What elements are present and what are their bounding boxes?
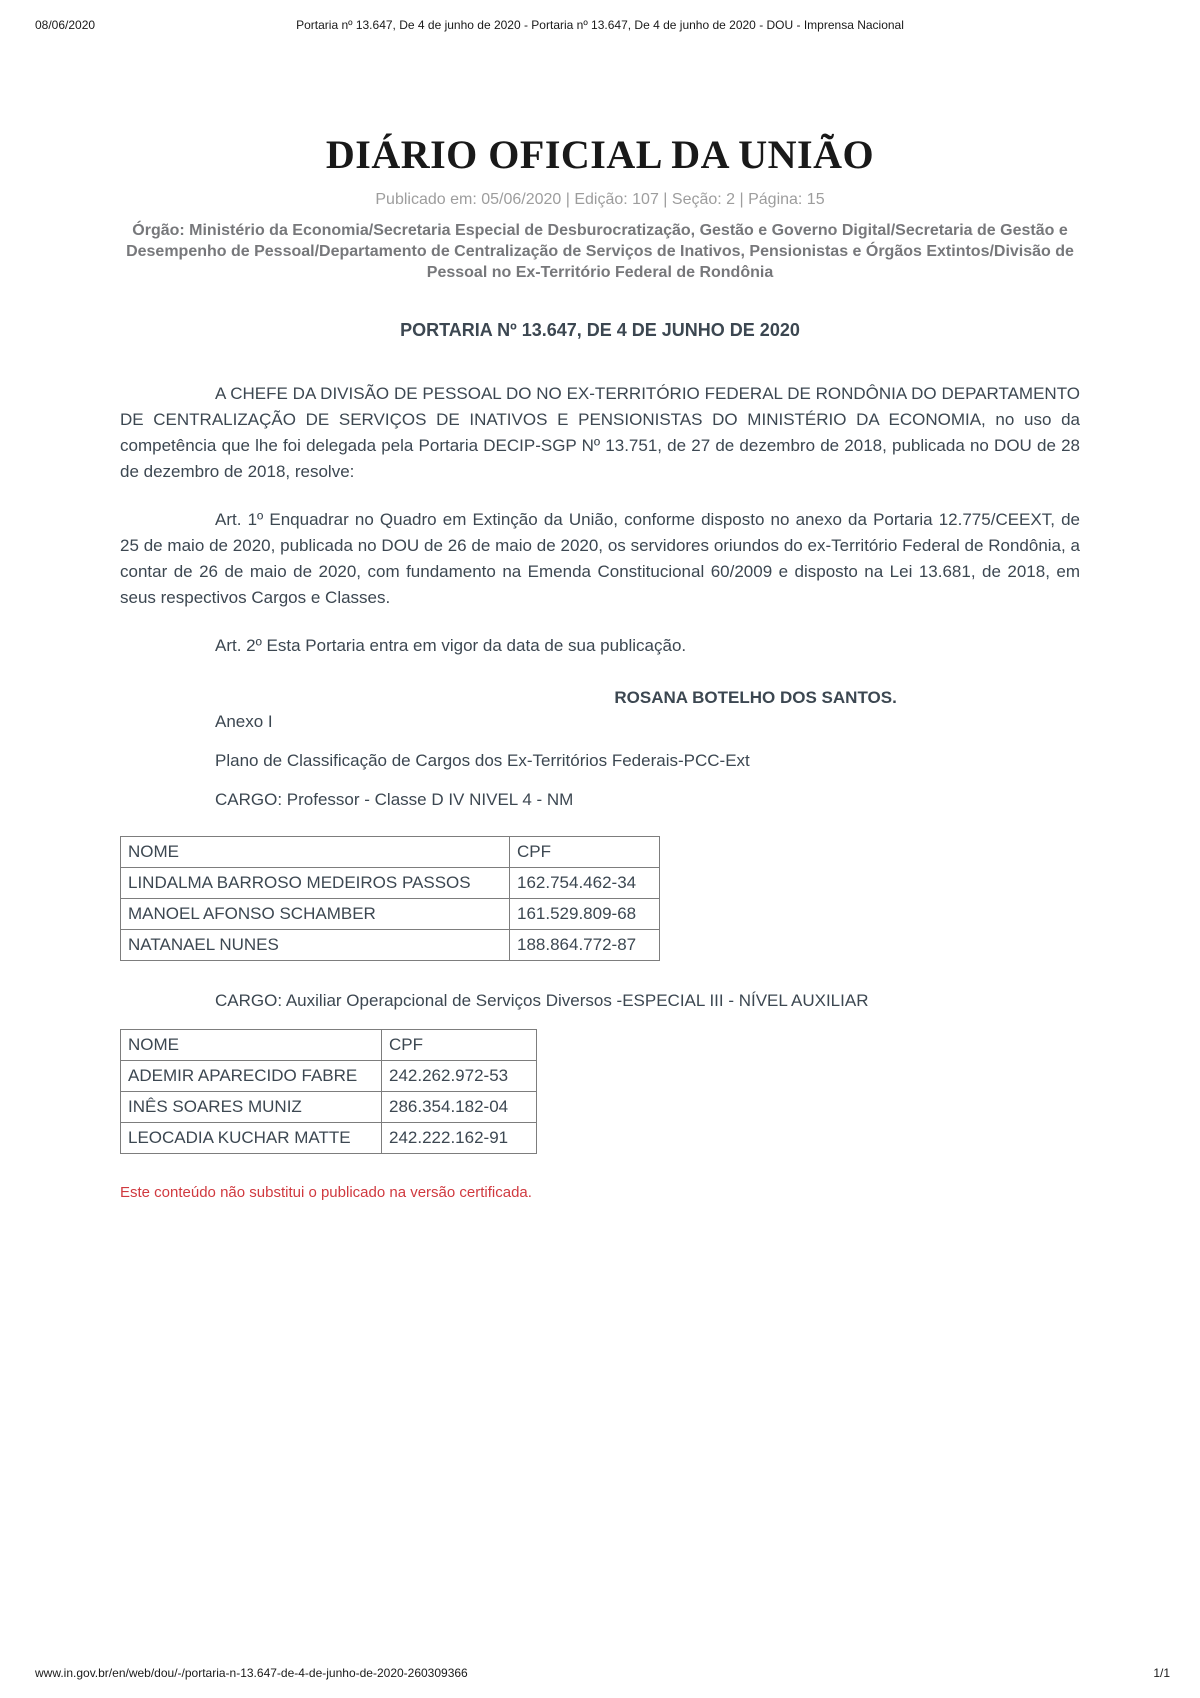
table-row — [121, 1123, 537, 1154]
published-line: Publicado em: 05/06/2020 | Edição: 107 | Seção: 2 | Página: 15 — [375, 191, 825, 208]
plan-title: Plano de Classificação de Cargos dos Ex-Territórios Federais-PCC-Ext — [215, 751, 750, 770]
table-header-row — [121, 1030, 537, 1061]
table-row — [121, 1061, 537, 1092]
print-date: 08/06/2020 — [35, 18, 96, 32]
table-header-row — [121, 837, 660, 868]
print-footer-page-number: 1/1 — [1153, 1666, 1170, 1680]
table-cell: MANOEL AFONSO SCHAMBER — [121, 899, 510, 930]
cargo-title-auxiliar: CARGO: Auxiliar Operapcional de Serviços Diversos -ESPECIAL III - NÍVEL AUXILIAR — [215, 991, 869, 1010]
table-header-cell: CPF — [510, 837, 660, 868]
table-row — [121, 899, 660, 930]
table-cell: 162.754.462-34 — [510, 868, 660, 899]
table-cell: INÊS SOARES MUNIZ — [121, 1092, 382, 1123]
cargo-title-professor: CARGO: Professor - Classe D IV NIVEL 4 - NM — [215, 790, 574, 809]
portaria-heading: PORTARIA Nº 13.647, DE 4 DE JUNHO DE 2020 — [400, 320, 800, 340]
table-cell: LINDALMA BARROSO MEDEIROS PASSOS — [121, 868, 510, 899]
article-content — [120, 133, 1080, 1203]
paragraph-art-1: Art. 1º Enquadrar no Quadro em Extinção da União, conforme disposto no anexo da Portaria 12.775/CEEXT, de 25 de maio de 2020, publicada no DOU de 26 de maio de 2020, os servidores oriundos do ex-Território Federal de Rondônia, a contar de 26 de maio de 2020, com fundamento na Emenda Constitucional 60/2009 e disposto na Lei 13.681, de 2018, em seus respectivos Cargos e Classes. — [120, 510, 1080, 607]
table-row — [121, 868, 660, 899]
print-title: Portaria nº 13.647, De 4 de junho de 2020 - Portaria nº 13.647, De 4 de junho de 2020 - DOU - Imprensa Nacional — [296, 18, 904, 32]
paragraph-art-2: Art. 2º Esta Portaria entra em vigor da data de sua publicação. — [215, 636, 687, 655]
table-cell: LEOCADIA KUCHAR MATTE — [121, 1123, 382, 1154]
certified-version-disclaimer: Este conteúdo não substitui o publicado na versão certificada. — [120, 1184, 532, 1201]
browser-print-footer — [35, 1666, 1170, 1682]
table-cell: 161.529.809-68 — [510, 899, 660, 930]
annex-table-professor — [120, 836, 660, 961]
table-row — [121, 1092, 537, 1123]
table-header-cell: NOME — [121, 1030, 382, 1061]
table-header-cell: NOME — [121, 837, 510, 868]
annex-table-auxiliar — [120, 1029, 537, 1154]
browser-print-header — [0, 18, 1200, 34]
table-cell: 242.262.972-53 — [382, 1061, 537, 1092]
table-header-cell: CPF — [382, 1030, 537, 1061]
paragraph-preamble: A CHEFE DA DIVISÃO DE PESSOAL DO NO EX-TERRITÓRIO FEDERAL DE RONDÔNIA DO DEPARTAMENTO DE CENTRALIZAÇÃO DE SERVIÇOS DE INATIVOS E PENSIONISTAS DO MINISTÉRIO DA ECONOMIA, no uso da competência que lhe foi delegada pela Portaria DECIP-SGP Nº 13.751, de 27 de dezembro de 2018, publicada no DOU de 28 de dezembro de 2018, resolve: — [120, 384, 1080, 481]
table-cell: 188.864.772-87 — [510, 930, 660, 961]
table-cell: 286.354.182-04 — [382, 1092, 537, 1123]
signature-name: ROSANA BOTELHO DOS SANTOS. — [614, 688, 897, 707]
table-cell: 242.222.162-91 — [382, 1123, 537, 1154]
print-footer-url: www.in.gov.br/en/web/dou/-/portaria-n-13.647-de-4-de-junho-de-2020-260309366 — [35, 1666, 468, 1680]
organ-line: Órgão: Ministério da Economia/Secretaria Especial de Desburocratização, Gestão e Governo Digital/Secretaria de Gestão e Desempenho de Pessoal/Departamento de Centralização de Serviços de Inativos, Pensionistas e Órgãos Extintos/Divisão de Pessoal no Ex-Território Federal de Rondônia — [126, 222, 1074, 281]
table-cell: NATANAEL NUNES — [121, 930, 510, 961]
table-cell: ADEMIR APARECIDO FABRE — [121, 1061, 382, 1092]
masthead-title: DIÁRIO OFICIAL DA UNIÃO — [325, 132, 875, 177]
annex-label: Anexo I — [215, 712, 273, 731]
table-row — [121, 930, 660, 961]
